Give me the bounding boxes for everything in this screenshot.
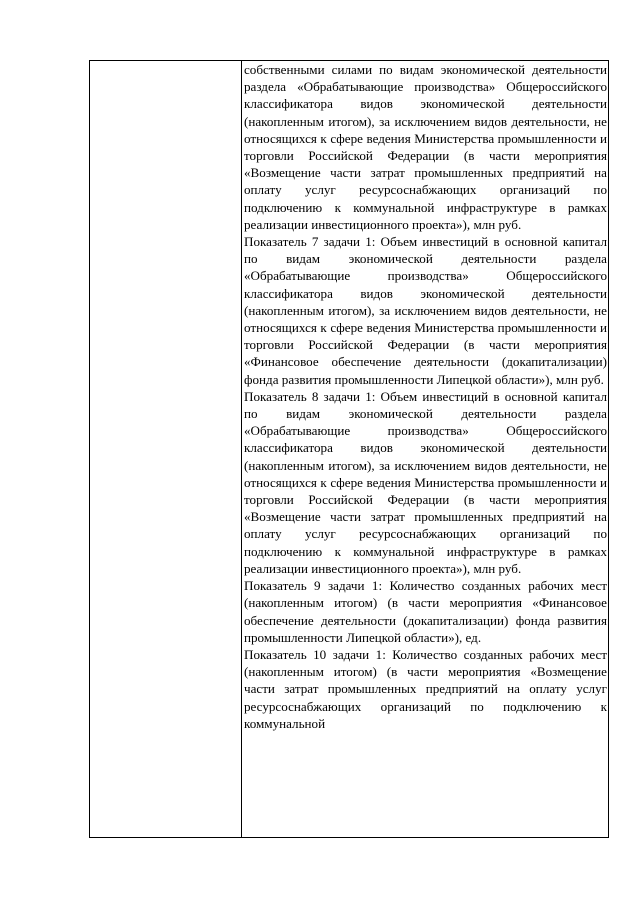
paragraph-indicator-8: Показатель 8 задачи 1: Объем инвестиций в основной капитал по видам экономической деятельности раздела «Обрабатывающие производства» Общероссийского классификатора видов экономической деятельности (накопленным итогом), за исключением видов деятельности, не относящихся к сфере ведения Министерства промышленности и торговли Российской Федерации (в части мероприятия «Возмещение части затрат промышленных предприятий на оплату услуг ресурсоснабжающих организаций по подключению к коммунальной инфраструктуре в рамках реализации инвестиционного проекта»), млн руб.: [244, 388, 607, 576]
table-left-cell: [90, 61, 242, 837]
paragraph-continuation: собственными силами по видам экономической деятельности раздела «Обрабатывающие производства» Общероссийского классификатора видов экономической деятельности (накопленным итогом), за исключением видов деятельности, не относящихся к сфере ведения Министерства промышленности и торговли Российской Федерации (в части мероприятия «Возмещение части затрат промышленных предприятий на оплату услуг ресурсоснабжающих организаций по подключению к коммунальной инфраструктуре в рамках реализации инвестиционного проекта»), млн руб.: [244, 62, 607, 232]
paragraph-indicator-7: Показатель 7 задачи 1: Объем инвестиций в основной капитал по видам экономической деятельности раздела «Обрабатывающие производства» Общероссийского классификатора видов экономической деятельности (накопленным итогом), за исключением видов деятельности, не относящихся к сфере ведения Министерства промышленности и торговли Российской Федерации (в части мероприятия «Финансовое обеспечение деятельности (докапитализации) фонда развития промышленности Липецкой области»), млн руб.: [244, 234, 607, 387]
paragraph-indicator-9: Показатель 9 задачи 1: Количество созданных рабочих мест (накопленным итогом) (в части мероприятия «Финансовое обеспечение деятельности (докапитализации) фонда развития промышленности Липецкой области»), ед.: [244, 578, 607, 645]
paragraph-indicator-10: Показатель 10 задачи 1: Количество созданных рабочих мест (накопленным итогом) (в части мероприятия «Возмещение части затрат промышленных предприятий на оплату услуг ресурсоснабжающих организаций по подключению к коммунальной: [244, 646, 607, 731]
document-table: [89, 60, 609, 838]
table-right-cell: [242, 61, 608, 837]
